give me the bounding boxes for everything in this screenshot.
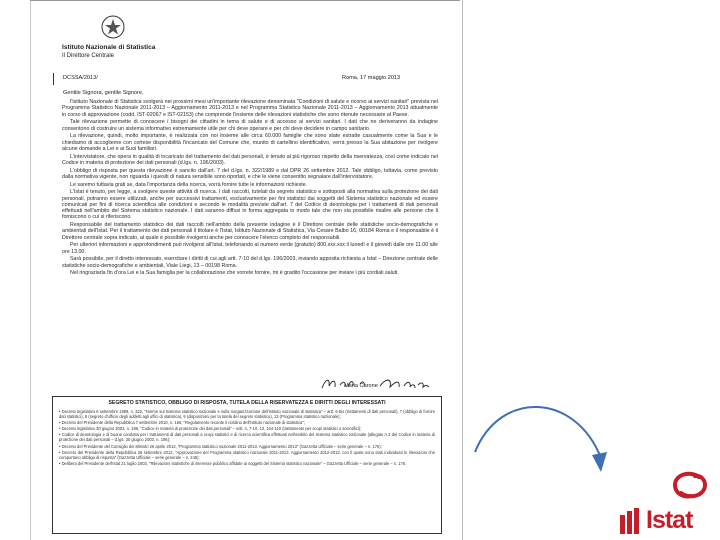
institute-name: Istituto Nazionale di Statistica <box>62 44 156 51</box>
signatory-name: Maria Carone <box>344 383 378 389</box>
paragraph: Nel ringraziarla fin d'ora Lei e la Sua famiglia per la collaborazione che vorrete fornire, mi è gradito l'occasione per inviare i più cordiali saluti. <box>70 270 399 277</box>
institute-role: Il Direttore Centrale <box>62 53 115 59</box>
paragraph: L'Istat è tenuto, per legge, a svolgere queste attività di ricerca. I dati raccolti, tutelati da segreto statistico e sottoposti alla normativa sulla protezione dei dati personali, potranno essere utilizzati, anche per successivi trattamenti, esclusivamente per fini statistici dai soggetti del Sistema statistico nazionale ed essere comunicati per fini di ricerca scientifica alle condizioni e secondo le modalità previste dall'art. 7 del Codice di deontologia per i trattamenti di dati personali effettuati nell'ambito del Sistema statistico nazionale. I dati saranno diffusi in forma aggregata in modo tale che non sia possibile risalire alle persone che li forniscono o cui si riferiscono. <box>62 189 438 221</box>
legal-reference: • Decreto legislativo 6 settembre 1989, n. 322, "Norme sul Sistema statistico nazionale e sulla riorganizzazione dell'Istituto nazionale di statistica" – artt. 6-bis (trattamenti di dati personali), 7 (obbligo di fornire dati statistici), 8 (segreto d'ufficio degli addetti agli uffici di statistica), 9 (disposizioni per la tutela del segreto statistico), 13 (Programma statistico nazionale); <box>59 409 435 420</box>
republic-emblem-icon <box>100 14 126 40</box>
left-margin-line <box>30 0 31 540</box>
paragraph: Le saremo tuttavia grati se, data l'importanza della ricerca, vorrà fornire tutte le informazioni richieste. <box>70 181 308 188</box>
legal-reference: • Decreto del Presidente della Repubblica 7 settembre 2010, n. 166, "Regolamento recante il riordino dell'Istituto nazionale di statistica"; <box>59 420 305 426</box>
paragraph: Tale rilevazione permette di conoscere i bisogni dei cittadini in tema di salute e di accesso ai servizi sanitari. I dati che ne deriveranno da indagine consentono di costruire un sistema informativo estremamente utile per chi deve operare e per chi deve decidere in campo sanitario. <box>62 119 438 132</box>
protocol-number: DCSSA/2013/ <box>63 75 98 81</box>
istat-bars-icon <box>620 508 642 534</box>
salutation: Gentile Signora, gentile Signore, <box>63 90 144 96</box>
handwritten-signature <box>320 376 435 392</box>
istat-wordmark: Istat <box>646 506 693 534</box>
paragraph: Per ulteriori informazioni e approfondimenti può rivolgersi all'Istat, telefonando al numero verde (gratuito) 800.xxx.xxx il lunedì e il giovedì dalle ore 11.00 alle ore 13.00. <box>62 242 438 255</box>
legal-reference: • Decreto legislativo 30 giugno 2003, n. 196, "Codice in materia di protezione dei dati personali" – artt. 4, 7-10, 13, 104-110 (trattamento per scopi statistici o scientifici); <box>59 426 362 432</box>
paragraph: Sarà possibile, per il diretto interessato, esercitare i diritti di cui agli artt. 7-10 del d.lgs. 196/2003, inviando apposita richiesta a Istat – Direzione centrale delle statistiche socio-demografiche e ambientali, Viale Liegi, 13 – 00198 Roma. <box>62 256 438 269</box>
letter-body <box>62 99 438 339</box>
legal-notice-body <box>59 409 435 529</box>
paragraph: La rilevazione, quindi, molto importante, è realizzata con noi insieme alle circa 60.000 famiglie che sono state estratte casualmente come la Sua e le chiediamo di accoglierne con cortese disponibilità l'incaricato del Comune che, munito di cartellino identificativo, verrà presso la Sua abitazione per rivolgere alcune domande a Lei e ai Suoi familiari. <box>62 133 438 152</box>
margin-mark <box>53 73 54 85</box>
paragraph: L'intervistatore, che opera in qualità di incaricato del trattamento dei dati personali, è tenuto al più rigoroso rispetto della riservatezza, così come indicato nel Codice in materia di protezione dei dati personali (d.lgs. n. 196/2003). <box>62 153 438 166</box>
legal-reference: • Decreto del Presidente del Consiglio dei Ministri 26 aprile 2013, "Programma statistico nazionale 2011-2013. Aggiornamento 2013" (Gazzetta Ufficiale – serie generale – n. 176); <box>59 443 382 449</box>
paragraph: Responsabile del trattamento statistico dei dati raccolti nell'ambito della presente indagine è il Direttore centrale delle statistiche socio-demografiche e ambientali dell'Istat. Per il trattamento dei dati personali il titolare è l'Istat, Istituto Nazionale di Statistica, Via Cesare Balbo 16, 00184 Roma e il responsabile è il Direttore centrale sopra indicato, al quale è possibile rivolgersi anche per conoscere l'elenco completo dei responsabili. <box>62 222 438 241</box>
legal-reference: • Decreto del Presidente della Repubblica 26 settembre 2012, "Approvazione del Programma statistico nazionale 2011-2013. Aggiornamento 2012-2013, con il quale sono stati individuati le rilevazioni che comportano obbligo di risposta" (Gazzetta Ufficiale – serie generale – n. 245); <box>59 449 435 460</box>
legal-reference: • Delibera del Presidente dell'Istat 21 luglio 2003, "Rilevazioni statistiche di interesse pubblico affidate ai soggetti del Sistema statistico nazionale" – Gazzetta Ufficiale – serie generale – n. 176. <box>59 460 407 466</box>
legal-reference: • Codice di deontologia e di buona condotta per i trattamenti di dati personali a scopi statistici e di ricerca scientifica effettuati nell'ambito del Sistema statistico nazionale (allegato A.3 del Codice in materia di protezione dei dati personali – d.lgs. 30 giugno 2003, n. 196); <box>59 432 435 443</box>
paragraph: L'obbligo di risposta per questa rilevazione è sancito dall'art. 7 del d.lgs. n. 322/1989 e dal DPR 26 settembre 2012. Tale obbligo, tuttavia, come previsto dalla normativa vigente, non riguarda i quesiti di natura sensibile sono riportati, e che le viene consentito segnalare dall'intervistatore. <box>62 167 438 180</box>
istat-swirl-logo-icon <box>669 471 711 499</box>
legal-notice-title: SEGRETO STATISTICO, OBBLIGO DI RISPOSTA, TUTELA DELLA RISERVATEZZA E DIRITTI DEGLI INTERESSATI <box>108 400 386 406</box>
page-right-edge <box>462 0 463 540</box>
paragraph: l'Istituto Nazionale di Statistica svolgerà nei prossimi mesi un'importante rilevazione denominata "Condizioni di salute e ricorso ai servizi sanitari" prevista nel Programma Statistico Nazionale 2011-2013 – Aggiornamento 2011-2013 e nel Programma Statistico Nazionale 2011-2013 – Aggiornamento 2013 attualmente in corso di approvazione (codd. IST-02067 e IST-02153) che comprende l'insieme delle rilevazioni statistiche che sono ritenute necessarie al Paese. <box>62 99 438 118</box>
place-date: Roma, 17 maggio 2013 <box>342 75 401 81</box>
legal-notice-box <box>52 396 442 534</box>
